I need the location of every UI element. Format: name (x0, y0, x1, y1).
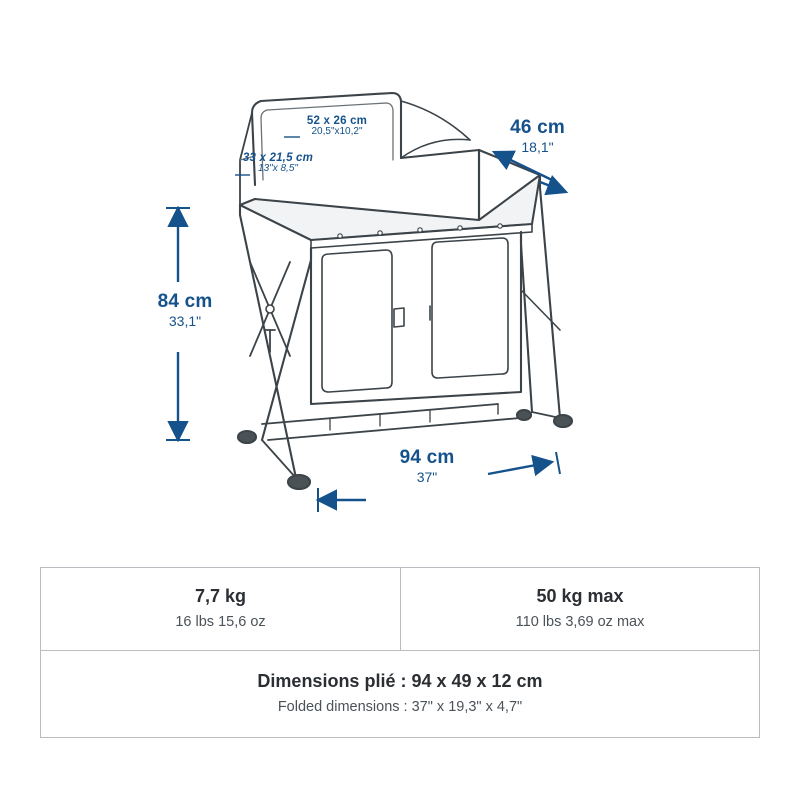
load-metric: 50 kg max (536, 586, 624, 606)
height-imperial: 33,1" (168, 312, 202, 329)
height-metric: 84 cm (157, 291, 213, 312)
depth-dimension-line (494, 152, 552, 180)
side-panel-annotation (228, 152, 328, 175)
folded-dimensions-cell (41, 651, 759, 737)
weight-cell (41, 568, 400, 650)
top-panel-metric: 52 x 26 cm (306, 115, 368, 127)
width-imperial: 37" (416, 468, 438, 485)
weight-imperial: 16 lbs 15,6 oz (175, 614, 266, 630)
side-panel-imperial: 13"x 8,5" (258, 163, 298, 175)
folded-imperial: Folded dimensions : 37" x 19,3" x 4,7" (277, 699, 523, 715)
side-panel-metric: 33 x 21,5 cm (242, 152, 314, 164)
specification-table (40, 567, 760, 738)
load-imperial: 110 lbs 3,69 oz max (515, 614, 645, 630)
top-panel-imperial: 20,5"x10,2" (311, 126, 363, 138)
depth-imperial: 18,1" (521, 138, 554, 155)
table-row (41, 568, 759, 651)
folded-metric: Dimensions plié : 94 x 49 x 12 cm (257, 671, 543, 691)
width-metric: 94 cm (399, 447, 455, 468)
height-annotation (140, 292, 230, 329)
width-annotation (372, 448, 482, 485)
top-panel-annotation (282, 115, 392, 138)
weight-metric: 7,7 kg (194, 586, 247, 606)
depth-metric: 46 cm (510, 117, 565, 138)
depth-annotation (480, 118, 595, 155)
table-row (41, 651, 759, 737)
load-cell (400, 568, 759, 650)
